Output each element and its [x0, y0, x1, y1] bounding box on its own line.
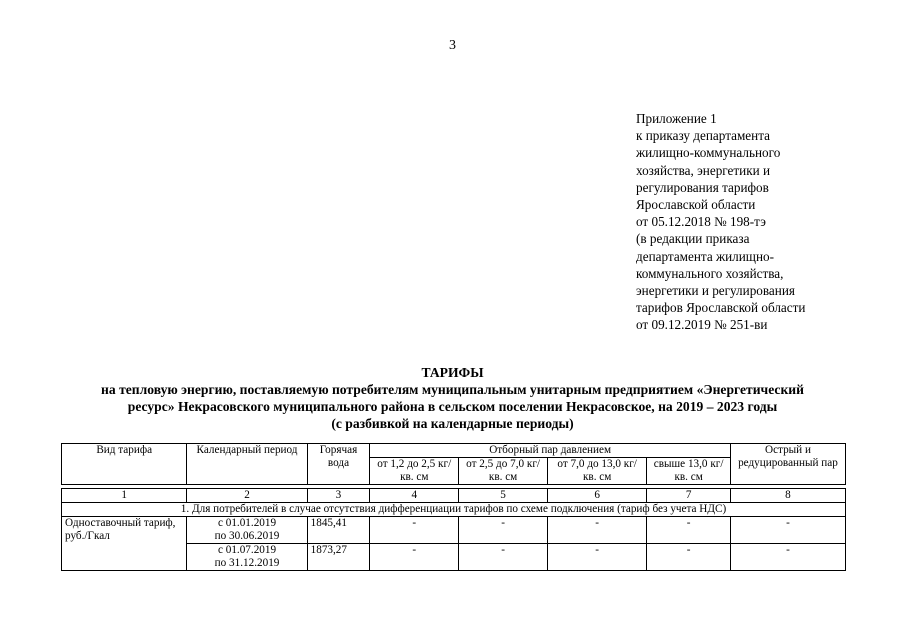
- appendix-line: Ярославской области: [636, 197, 756, 213]
- appendix-line: хозяйства, энергетики и: [636, 162, 771, 178]
- steam-1-value: -: [370, 544, 459, 571]
- period-from: с 01.01.2019: [217, 517, 277, 529]
- period-from: с 01.07.2019: [217, 544, 277, 556]
- sharp-steam-value: -: [730, 544, 845, 571]
- period-to: по 31.12.2019: [214, 557, 280, 569]
- column-number: 5: [459, 489, 548, 503]
- title-heading: ТАРИФЫ: [421, 365, 484, 380]
- column-number: 3: [307, 489, 370, 503]
- column-number-row: [62, 489, 846, 503]
- section-title: 1. Для потребителей в случае отсутствия дифференциации тарифов по схеме подключения (тариф без учета НДС): [62, 503, 846, 517]
- appendix-line: регулирования тарифов: [636, 179, 769, 195]
- title-line: (с разбивкой на календарные периоды): [331, 416, 574, 431]
- header-steam-3: от 7,0 до 13,0 кг/ кв. см: [548, 458, 647, 485]
- appendix-line: (в редакции приказа: [636, 231, 750, 247]
- column-number: 7: [647, 489, 731, 503]
- hot-water-value: 1873,27: [307, 544, 370, 571]
- title-line: ресурс» Некрасовского муниципального района в сельском поселении Некрасовское, на 2019 – 2023 годы: [127, 399, 778, 414]
- tariff-table: [61, 443, 846, 571]
- steam-2-value: -: [459, 544, 548, 571]
- appendix-line: жилищно-коммунального: [636, 145, 781, 161]
- title-line: на тепловую энергию, поставляемую потребителям муниципальным унитарным предприятием «Энергетический: [101, 382, 804, 397]
- sharp-steam-value: -: [730, 517, 845, 544]
- steam-3-value: -: [548, 544, 647, 571]
- table-row: [62, 517, 846, 544]
- period-cell: [187, 517, 307, 544]
- steam-4-value: -: [647, 544, 731, 571]
- tariff-label: Одноставочный тариф, руб./Гкал: [62, 517, 187, 571]
- document-title: [40, 364, 865, 432]
- column-number: 8: [730, 489, 845, 503]
- hot-water-value: 1845,41: [307, 517, 370, 544]
- appendix-line: от 09.12.2019 № 251-ви: [636, 317, 768, 333]
- header-row: [62, 444, 846, 458]
- header-steam-1: от 1,2 до 2,5 кг/ кв. см: [370, 458, 459, 485]
- steam-4-value: -: [647, 517, 731, 544]
- appendix-line: департамента жилищно-: [636, 248, 775, 264]
- appendix-line: коммунального хозяйства,: [636, 265, 784, 281]
- page-number: 3: [449, 38, 456, 53]
- column-number: 4: [370, 489, 459, 503]
- header-sharp-steam: Острый и редуцированный пар: [730, 444, 845, 485]
- steam-3-value: -: [548, 517, 647, 544]
- appendix-line: Приложение 1: [636, 111, 717, 126]
- steam-1-value: -: [370, 517, 459, 544]
- header-steam-2: от 2,5 до 7,0 кг/ кв. см: [459, 458, 548, 485]
- appendix-line: от 05.12.2018 № 198-тэ: [636, 214, 766, 230]
- appendix-line: тарифов Ярославской области: [636, 300, 806, 316]
- header-steam-group: Отборный пар давлением: [370, 444, 731, 458]
- column-number: 2: [187, 489, 307, 503]
- column-number: 1: [62, 489, 187, 503]
- section-row: [62, 503, 846, 517]
- period-to: по 30.06.2019: [214, 530, 280, 542]
- header-tariff-type: Вид тарифа: [62, 444, 187, 485]
- steam-2-value: -: [459, 517, 548, 544]
- header-hot-water: Горячая вода: [307, 444, 370, 485]
- column-number: 6: [548, 489, 647, 503]
- appendix-block: [636, 110, 886, 334]
- appendix-line: энергетики и регулирования: [636, 283, 795, 299]
- appendix-line: к приказу департамента: [636, 128, 770, 144]
- header-period: Календарный период: [187, 444, 307, 485]
- period-cell: [187, 544, 307, 571]
- header-steam-4: свыше 13,0 кг/ кв. см: [647, 458, 731, 485]
